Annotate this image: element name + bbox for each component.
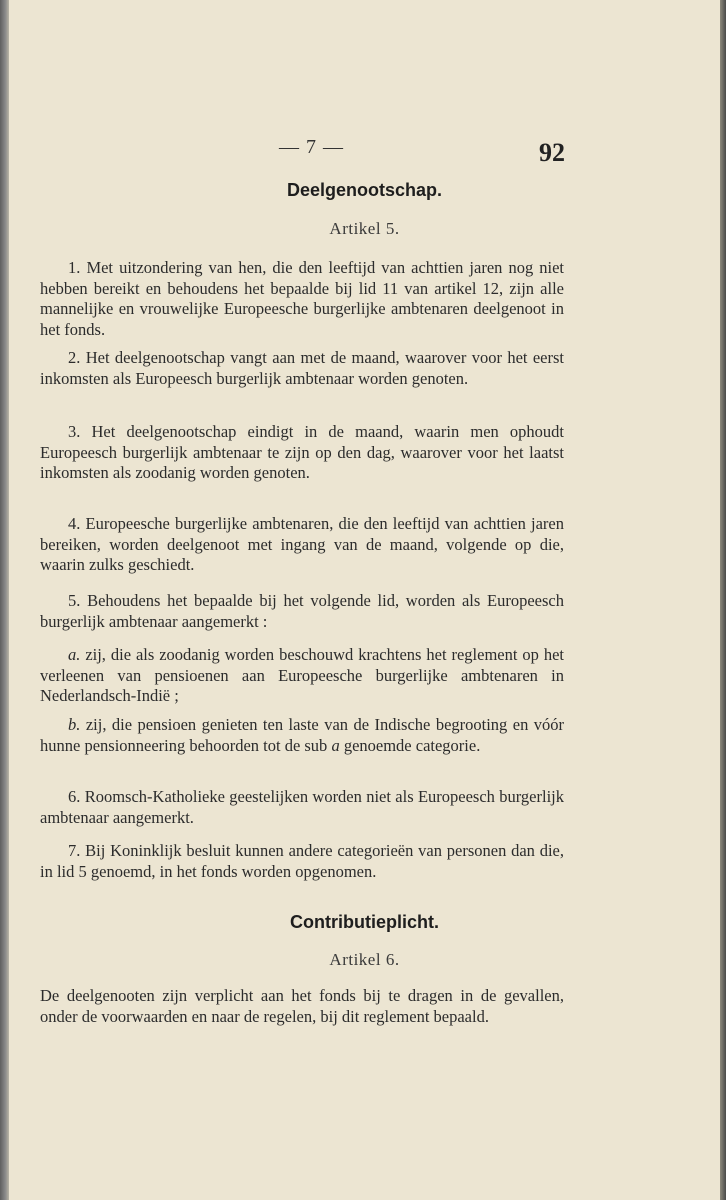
paragraph-letter: a. (68, 645, 81, 664)
paragraph-1 (40, 258, 564, 340)
paragraph-2 (40, 348, 564, 389)
artikel-5-label: Artikel 5. (329, 219, 400, 238)
paragraph-text: De deelgenooten zijn verplicht aan het fonds bij te dragen in de gevallen, onder de voorwaarden en naar de regelen, bij dit reglement bepaald. (40, 986, 564, 1026)
paragraph-5b (40, 715, 564, 756)
document-number: 92 (539, 138, 565, 167)
paragraph-7 (40, 841, 564, 882)
paragraph-text: Het deelgenootschap eindigt in de maand, waarin men ophoudt Europeesch burgerlijk ambtenaar te zijn op den dag, waarover voor het laatst inkomsten als zoodanig worden genoten. (40, 422, 564, 482)
paragraph-letter: b. (68, 715, 81, 734)
paragraph-number: 4. (68, 514, 81, 533)
paragraph-5 (40, 591, 564, 632)
sub-letter: a (331, 735, 340, 755)
document-page (9, 0, 720, 1200)
paragraph-text: Bij Koninklijk besluit kunnen andere categorieën van personen dan die, in lid 5 genoemd, in het fonds worden opgenomen. (40, 841, 564, 881)
paragraph-number: 7. (68, 841, 81, 860)
scan-border-left (0, 0, 9, 1200)
paragraph-text: Europeesche burgerlijke ambtenaren, die den leeftijd van achttien jaren bereiken, worden deelgenoot met ingang van de maand, volgende op die, waarin zulks geschiedt. (40, 514, 565, 574)
paragraph-text: Met uitzondering van hen, die den leeftijd van achttien jaren nog niet hebben bereikt en behoudens het bepaalde bij lid 11 van artikel 12, zijn alle mannelijke en vrouwelijke Europeesche burgerlijke ambtenaren deelgenoot in het fonds. (40, 258, 564, 339)
paragraph-number: 3. (68, 422, 81, 441)
paragraph-number: 1. (68, 258, 81, 277)
paragraph-text: zij, die pensioen genieten ten laste van de Indische begrooting en vóór hunne pensionneering behoorden tot de sub (40, 715, 565, 755)
paragraph-6 (40, 787, 564, 828)
paragraph-text-tail: genoemde categorie. (343, 735, 481, 755)
paragraph-number: 5. (68, 591, 81, 610)
paragraph-text: Behoudens het bepaalde bij het volgende lid, worden als Europeesch burgerlijk ambtenaar aangemerkt : (40, 591, 564, 631)
paragraph-4 (40, 514, 564, 576)
artikel-6-label: Artikel 6. (329, 950, 400, 969)
paragraph-art6 (40, 986, 564, 1027)
paragraph-number: 6. (68, 787, 81, 806)
section-title-deelgenootschap: Deelgenootschap. (286, 180, 443, 200)
paragraph-3 (40, 422, 564, 484)
paragraph-text: Het deelgenootschap vangt aan met de maand, waarover voor het eerst inkomsten als Europeesch burgerlijk ambtenaar worden genoten. (40, 348, 564, 388)
paragraph-number: 2. (68, 348, 81, 367)
section-title-contributieplicht: Contributieplicht. (290, 912, 439, 932)
scan-border-right (720, 0, 726, 1200)
paragraph-text: zij, die als zoodanig worden beschouwd krachtens het reglement op het verleenen van pensioenen aan Europeesche burgerlijke ambtenaren in Nederlandsch-Indië ; (40, 645, 564, 705)
page-number: — 7 — (279, 136, 344, 158)
paragraph-text: Roomsch-Katholieke geestelijken worden niet als Europeesch burgerlijk ambtenaar aangemerkt. (40, 787, 565, 827)
paragraph-5a (40, 645, 564, 707)
